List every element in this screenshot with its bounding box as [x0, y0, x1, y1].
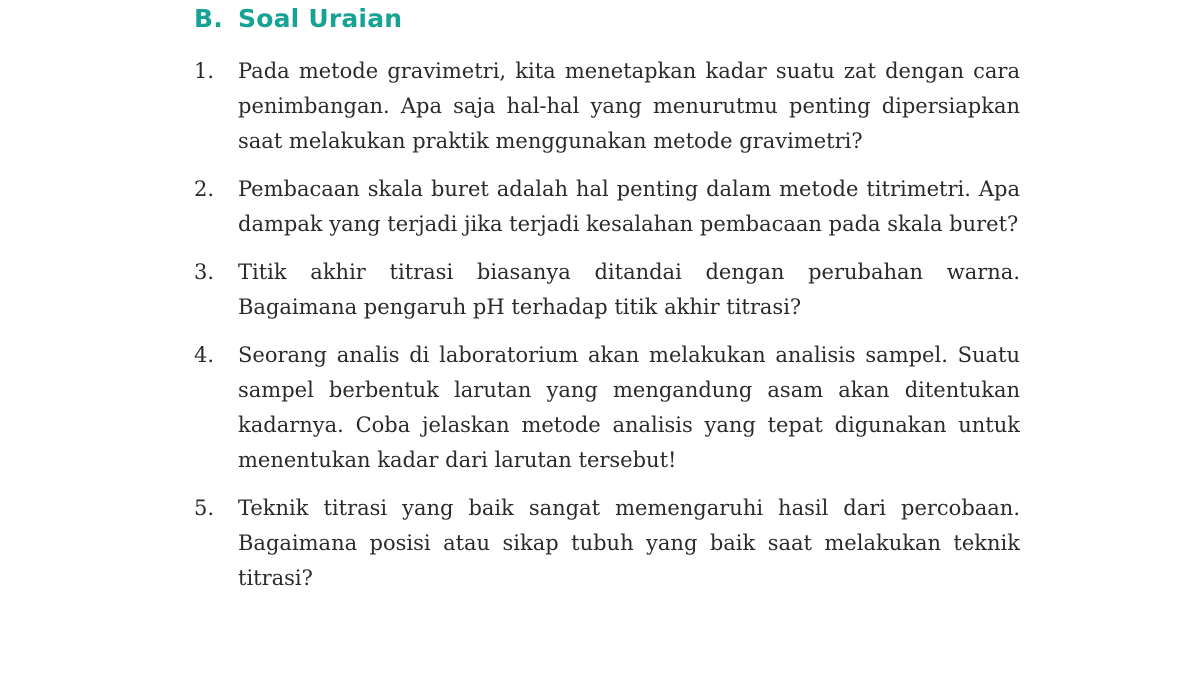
question-text: Teknik titrasi yang baik sangat memengaruhi hasil dari percobaan. Bagaimana posisi atau sikap tubuh yang baik saat melakukan teknik titrasi? — [238, 496, 1020, 590]
section-title: Soal Uraian — [238, 4, 403, 33]
question-number: 3. — [194, 260, 215, 284]
question-text: Seorang analis di laboratorium akan melakukan analisis sampel. Suatu sampel berbentuk larutan yang mengandung asam akan ditentukan kadarnya. Coba jelaskan metode analisis yang tepat digunakan untuk menentukan kadar dari larutan tersebut! — [238, 343, 1020, 472]
question-number: 4. — [194, 343, 215, 367]
question-item — [194, 338, 1020, 478]
question-number: 1. — [194, 59, 215, 83]
essay-question-list — [194, 54, 1020, 609]
section-letter: B. — [194, 4, 223, 33]
question-item — [194, 172, 1020, 242]
question-item — [194, 54, 1020, 159]
question-number: 5. — [194, 496, 215, 520]
question-item — [194, 491, 1020, 596]
question-text: Pembacaan skala buret adalah hal penting dalam metode titrimetri. Apa dampak yang terjadi jika terjadi kesalahan pembacaan pada skala buret? — [238, 177, 1020, 236]
question-text: Pada metode gravimetri, kita menetapkan kadar suatu zat dengan cara penimbangan. Apa saja hal-hal yang menurutmu penting dipersiapkan saat melakukan praktik menggunakan metode gravimetri? — [238, 59, 1020, 153]
question-number: 2. — [194, 177, 215, 201]
question-item — [194, 255, 1020, 325]
section-heading — [194, 4, 402, 33]
question-text: Titik akhir titrasi biasanya ditandai dengan perubahan warna. Bagaimana pengaruh pH terhadap titik akhir titrasi? — [238, 260, 1020, 319]
